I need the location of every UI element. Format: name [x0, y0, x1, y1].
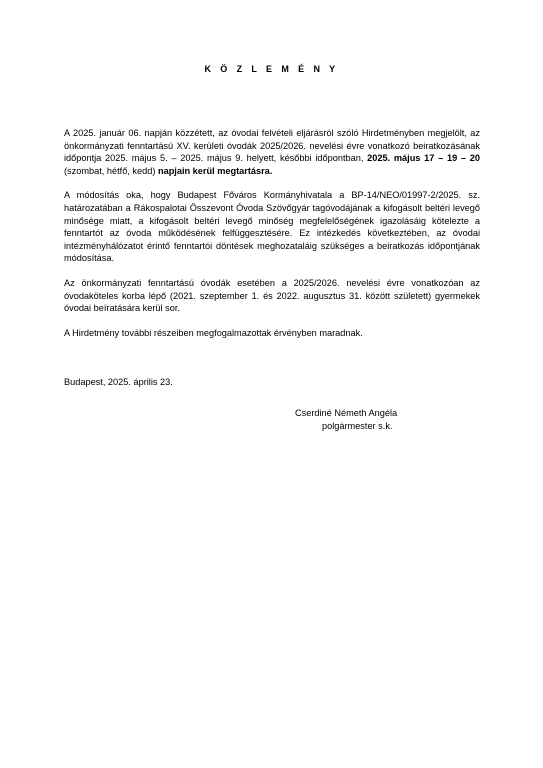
signatory-role: polgármester s.k. — [322, 421, 393, 431]
document-body — [64, 127, 480, 351]
paragraph-1-text-a: A 2025. január 06. napján közzétett, az óvodai felvételi eljárásról szóló Hirdetményben megjelölt, az önkormányzati fenntartású XV. kerületi óvodák 2025/2026. nevelési évre vonatkozó beiratkozásának időpontja 2025. május 5. – 2025. május 9. helyett, későbbi időpontban, — [64, 128, 480, 164]
paragraph-1 — [64, 127, 480, 177]
paragraph-2: A módosítás oka, hogy Budapest Főváros Kormányhivatala a BP-14/NEO/01997-2/2025. sz. határozatában a Rákospalotai Összevont Óvoda Szövőgyár tagóvodájának a kifogásolt beltéri levegő minősége miatt, a kifogásolt beltéri levegő minőség megfelelőségének igazolásáig kötelezte a fenntartót az óvoda működésének felfüggesztésére. Ez intézkedés következtében, az óvodai intézményhálózatot érintő fenntartói döntések meghozataláig szükséges a beiratkozás időpontjának módosítása. — [64, 190, 480, 264]
document-title: K Ö Z L E M É N Y — [204, 64, 339, 74]
paragraph-3: Az önkormányzati fenntartású óvodák esetében a 2025/2026. nevelési évre vonatkozóan az óvodaköteles korba lépő (2021. szeptember 1. és 2022. augusztus 31. között született) gyermekek óvodai beíratására kerül sor. — [64, 277, 480, 314]
paragraph-1-emphasis: napjain kerül megtartásra. — [157, 165, 273, 176]
signatory-name: Cserdiné Németh Angéla — [295, 408, 398, 418]
place-date: Budapest, 2025. április 23. — [64, 377, 173, 387]
paragraph-1-dates: 2025. május 17 – 19 – 20 — [367, 153, 480, 164]
paragraph-4: A Hirdetmény további részeiben megfogalmazottak érvényben maradnak. — [64, 327, 363, 338]
paragraph-1-text-b: (szombat, hétfő, kedd) — [64, 165, 158, 176]
